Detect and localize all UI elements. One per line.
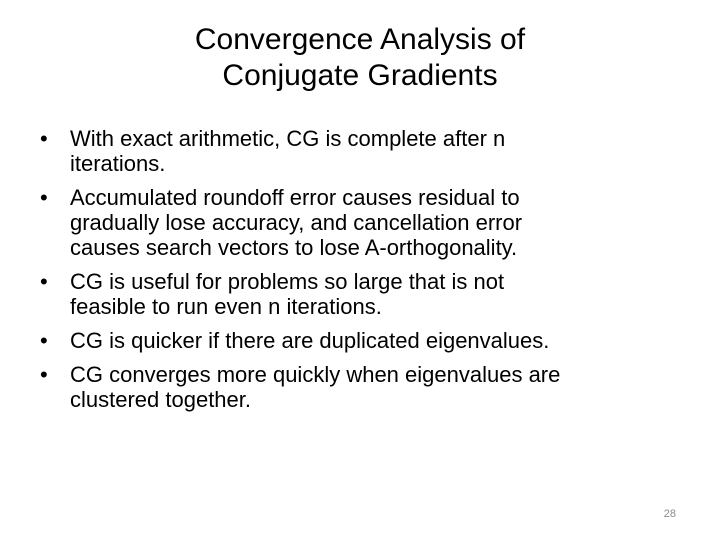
bullet-dot-icon: •: [40, 126, 48, 151]
bullet-dot-icon: •: [40, 269, 48, 294]
bullet-item: [36, 126, 684, 176]
bullet-item: [36, 185, 684, 260]
bullet-text-line: CG converges more quickly when eigenvalues are: [70, 362, 561, 387]
bullet-text: [70, 126, 505, 176]
bullet-dot-icon: •: [40, 185, 48, 210]
bullet-text-line: CG is quicker if there are duplicated eigenvalues.: [70, 328, 550, 353]
bullet-text: [70, 185, 522, 260]
bullet-text-line: With exact arithmetic, CG is complete after n: [70, 126, 506, 151]
bullet-text-line: feasible to run even n iterations.: [70, 294, 382, 319]
slide-title-line-1: Convergence Analysis of: [194, 23, 526, 56]
bullet-text-line: CG is useful for problems so large that is not: [70, 269, 505, 294]
bullet-item: [36, 269, 684, 319]
bullet-text: [70, 362, 560, 412]
bullet-text-line: iterations.: [70, 151, 166, 176]
bullet-text-line: causes search vectors to lose A-orthogonality.: [70, 235, 518, 260]
slide-title: [60, 22, 660, 94]
bullet-list: [36, 126, 684, 421]
bullet-dot-icon: •: [40, 328, 48, 353]
bullet-text: [70, 328, 549, 353]
bullet-text-line: Accumulated roundoff error causes residual to: [70, 185, 520, 210]
bullet-item: [36, 328, 684, 353]
bullet-item: [36, 362, 684, 412]
bullet-text-line: clustered together.: [70, 387, 252, 412]
bullet-text-line: gradually lose accuracy, and cancellation error: [70, 210, 523, 235]
bullet-dot-icon: •: [40, 362, 48, 387]
bullet-text: [70, 269, 504, 319]
page-number: 28: [663, 508, 676, 520]
slide-title-line-2: Conjugate Gradients: [222, 59, 498, 92]
